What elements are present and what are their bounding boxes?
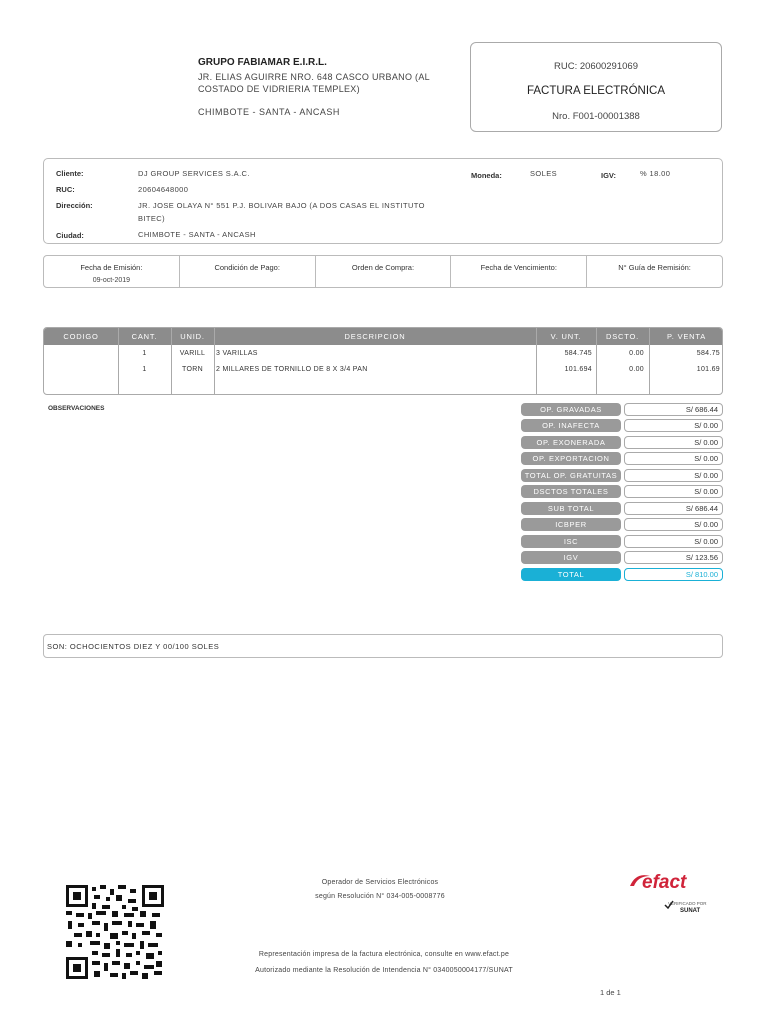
company-city: CHIMBOTE - SANTA - ANCASH: [198, 107, 340, 117]
row2-pventa: 101.69: [696, 366, 720, 373]
items-table: [43, 327, 723, 395]
currency-value: SOLES: [530, 169, 558, 178]
company-name: GRUPO FABIAMAR E.I.R.L.: [198, 57, 327, 68]
client-address-line2: BITEC): [138, 214, 165, 223]
printed-representation-note: Representación impresa de la factura electrónica, consulte en www.efact.pe: [258, 951, 510, 958]
igv-value: % 18.00: [640, 169, 671, 178]
purchase-order-label: Orden de Compra:: [351, 263, 415, 272]
qr-code-icon: [66, 885, 164, 979]
issue-date-value: 09-oct-2019: [92, 277, 131, 284]
efact-logo-text: efact: [642, 872, 687, 893]
issue-date-cell: [44, 256, 180, 287]
total-value-subtotal: S/ 686.44: [624, 502, 723, 515]
row1-unid: VARILL: [179, 350, 206, 357]
amount-in-words-box: [43, 634, 723, 658]
total-label-exonerada: OP. EXONERADA: [521, 436, 621, 449]
row2-cant: 1: [142, 366, 147, 373]
document-title: FACTURA ELECTRÓNICA: [526, 85, 666, 97]
total-value-igv: S/ 123.56: [624, 551, 723, 564]
purchase-order-cell: [316, 256, 452, 287]
total-label-icbper: ICBPER: [521, 518, 621, 531]
checkmark-icon: [664, 900, 674, 910]
client-label: Cliente:: [56, 169, 84, 178]
total-label-gravadas: OP. GRAVADAS: [521, 403, 621, 416]
payment-condition-cell: [180, 256, 316, 287]
header-pventa: P. VENTA: [666, 332, 707, 341]
total-value-descuentos: S/ 0.00: [624, 485, 723, 498]
row1-pventa: 584.75: [696, 350, 720, 357]
total-label-gratuitas: TOTAL OP. GRATUITAS: [521, 469, 621, 482]
currency-label: Moneda:: [471, 171, 502, 180]
total-value-inafecta: S/ 0.00: [624, 419, 723, 432]
row1-cant: 1: [142, 350, 147, 357]
total-value-gratuitas: S/ 0.00: [624, 469, 723, 482]
client-ruc-label: RUC:: [56, 185, 75, 194]
payment-info-box: [43, 255, 723, 288]
sunat-text: SUNAT: [680, 908, 701, 914]
row2-vunt: 101.694: [564, 366, 592, 373]
dispatch-guide-label: N° Guía de Remisión:: [618, 263, 691, 272]
issue-date-label: Fecha de Emisión:: [80, 263, 143, 272]
header-unid: UNID.: [180, 332, 205, 341]
client-city-label: Ciudad:: [56, 231, 84, 240]
page-indicator: 1 de 1: [600, 988, 621, 997]
row1-dscto: 0.00: [629, 350, 644, 357]
due-date-cell: [451, 256, 587, 287]
total-value-icbper: S/ 0.00: [624, 518, 723, 531]
header-descripcion: DESCRIPCION: [344, 332, 406, 341]
row1-vunt: 584.745: [564, 350, 592, 357]
payment-condition-label: Condición de Pago:: [214, 263, 280, 272]
igv-label: IGV:: [601, 171, 617, 180]
client-name: DJ GROUP SERVICES S.A.C.: [138, 169, 250, 178]
client-city: CHIMBOTE - SANTA - ANCASH: [138, 230, 256, 239]
client-address-line1: JR. JOSE OLAYA N° 551 P.J. BOLIVAR BAJO (A DOS CASAS EL INSTITUTO: [138, 201, 425, 210]
total-value-gravadas: S/ 686.44: [624, 403, 723, 416]
observations-label: OBSERVACIONES: [48, 405, 105, 412]
authorization-note: Autorizado mediante la Resolución de Intendencia N° 0340050004177/SUNAT: [255, 967, 513, 974]
total-label-exportacion: OP. EXPORTACION: [521, 452, 621, 465]
client-info-box: [43, 158, 723, 244]
header-codigo: CODIGO: [63, 332, 99, 341]
row1-desc: 3 VARILLAS: [216, 350, 258, 357]
row2-unid: TORN: [182, 366, 203, 373]
efact-logo: [628, 870, 708, 920]
amount-in-words: SON: OCHOCIENTOS DIEZ Y 00/100 SOLES: [47, 642, 220, 651]
operator-line2: según Resolución N° 034-005-0008776: [315, 893, 445, 900]
total-label-subtotal: SUB TOTAL: [521, 502, 621, 515]
dispatch-guide-cell: [587, 256, 722, 287]
total-label-total: TOTAL: [521, 568, 621, 581]
total-value-exonerada: S/ 0.00: [624, 436, 723, 449]
client-address-label: Dirección:: [56, 201, 93, 210]
total-value-exportacion: S/ 0.00: [624, 452, 723, 465]
operator-line1: Operador de Servicios Electrónicos: [321, 879, 439, 886]
issuer-ruc: RUC: 20600291069: [554, 61, 638, 72]
total-value-isc: S/ 0.00: [624, 535, 723, 548]
total-label-isc: ISC: [521, 535, 621, 548]
due-date-label: Fecha de Vencimiento:: [480, 263, 557, 272]
total-label-descuentos: DSCTOS TOTALES: [521, 485, 621, 498]
client-ruc: 20604648000: [138, 185, 189, 194]
document-id-box: [470, 42, 722, 132]
verified-by-text: VERIFICADO POR: [668, 901, 707, 906]
row2-desc: 2 MILLARES DE TORNILLO DE 8 X 3/4 PAN: [216, 366, 368, 373]
company-address: JR. ELIAS AGUIRRE NRO. 648 CASCO URBANO (AL COSTADO DE VIDRIERIA TEMPLEX): [198, 72, 430, 94]
total-label-igv: IGV: [521, 551, 621, 564]
document-number: Nro. F001-00001388: [552, 111, 640, 122]
row2-dscto: 0.00: [629, 366, 644, 373]
header-dscto: DSCTO.: [606, 332, 639, 341]
header-vunt: V. UNT.: [550, 332, 582, 341]
total-value-total: S/ 810.00: [624, 568, 723, 581]
header-cant: CANT.: [131, 332, 158, 341]
total-label-inafecta: OP. INAFECTA: [521, 419, 621, 432]
